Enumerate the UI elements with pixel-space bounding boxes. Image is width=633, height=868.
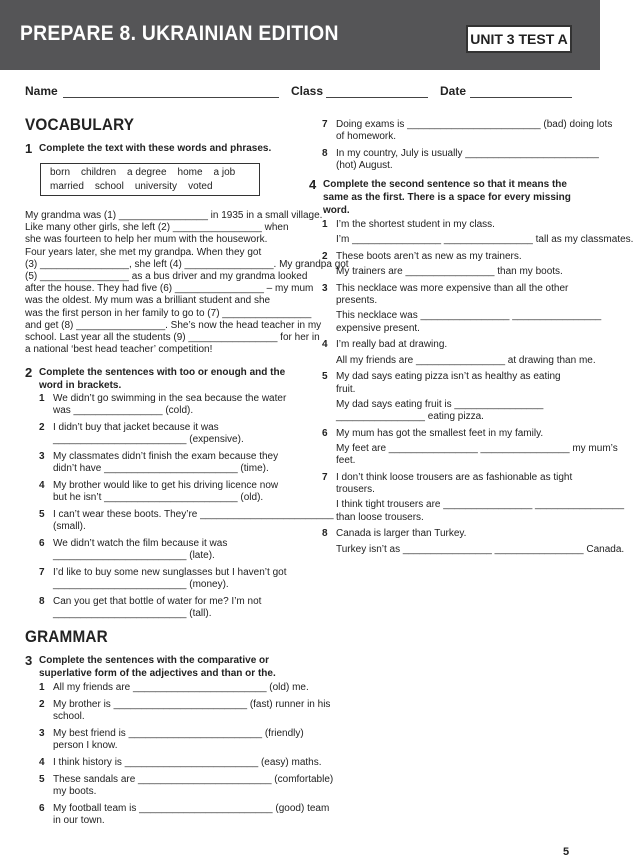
- item-number: 5: [39, 773, 45, 785]
- item-line: presents.: [336, 295, 378, 307]
- list-item: [39, 422, 294, 446]
- word-item: a degree: [127, 167, 167, 178]
- item-line: but he isn’t ________________________ (old).: [53, 492, 264, 504]
- item-number: 3: [322, 283, 328, 294]
- word-item: born: [50, 167, 71, 178]
- word-item: home: [177, 167, 203, 178]
- item-line: ________________________ (late).: [53, 550, 215, 562]
- header-banner: [0, 0, 600, 70]
- answer-line: All my friends are ________________ at drawing than me.: [336, 354, 596, 366]
- item-number: 2: [39, 698, 45, 710]
- unit-label: UNIT 3 TEST A: [466, 25, 572, 53]
- item-line: fruit.: [336, 383, 356, 395]
- exercise-2-items: [39, 393, 334, 625]
- instruction-line: Complete the sentences with the comparative or: [39, 655, 270, 666]
- item-number: 6: [39, 538, 45, 549]
- item-line: Doing exams is ________________________ (bad) doing lots: [336, 119, 613, 130]
- text-line: after the house. They had five (6) ________________ – my mum: [25, 283, 314, 295]
- exercise-4-items: [322, 219, 633, 560]
- item-number: 8: [322, 148, 328, 159]
- class-field[interactable]: [326, 97, 428, 98]
- instruction-line: Complete the second sentence so that it means the: [323, 179, 567, 190]
- item-line: didn’t have ________________________ (time).: [53, 463, 269, 475]
- instruction-line: superlative form of the adjectives and than or the.: [39, 668, 276, 679]
- date-label: Date: [440, 84, 467, 98]
- list-item: [322, 119, 613, 143]
- list-item: [39, 451, 294, 475]
- answer-line: ________________ eating pizza.: [336, 411, 484, 423]
- list-item: [322, 219, 633, 246]
- list-item: [39, 509, 334, 533]
- exercise-number: 1: [25, 141, 33, 156]
- item-line: Canada is larger than Turkey.: [336, 528, 467, 540]
- list-item: [39, 727, 304, 752]
- item-line: was ________________ (cold).: [53, 405, 194, 417]
- item-line: I’m really bad at drawing.: [336, 339, 448, 351]
- list-item: [322, 148, 599, 172]
- list-item: [39, 538, 294, 562]
- text-line: and get (8) ________________. She’s now the head teacher in my: [25, 319, 322, 331]
- text-line: a national ‘best head teacher’ competition!: [25, 344, 213, 356]
- word-item: married: [50, 181, 84, 192]
- item-line: My brother is ________________________ (fast) runner in his: [53, 698, 331, 710]
- answer-line: My dad says eating fruit is ________________: [336, 398, 544, 410]
- answer-line: I think tight trousers are ________________ ________________: [336, 499, 625, 511]
- item-line: My classmates didn’t finish the exam because they: [53, 451, 279, 462]
- item-number: 5: [322, 371, 328, 383]
- item-line: I’d like to buy some new sunglasses but I haven’t got: [53, 567, 287, 578]
- item-number: 4: [39, 480, 45, 491]
- item-line: My football team is ________________________ (good) team: [53, 802, 330, 814]
- item-line: My dad says eating pizza isn’t as healthy as eating: [336, 371, 561, 383]
- instruction-text: Complete the text with these words and phrases.: [39, 143, 272, 154]
- exercise-3-items: [39, 682, 334, 832]
- answer-line: This necklace was ________________ ________________: [336, 310, 602, 322]
- word-item: a job: [213, 167, 236, 178]
- item-line: I don’t think loose trousers are as fashionable as tight: [336, 472, 573, 484]
- word-item: university: [134, 181, 178, 192]
- item-line: trousers.: [336, 484, 375, 496]
- item-line: I think history is ________________________ (easy) maths.: [53, 756, 322, 768]
- list-item: [39, 480, 294, 504]
- text-line: was the oldest. My mum was a brilliant student and she: [25, 295, 271, 307]
- item-number: 2: [322, 251, 328, 262]
- answer-line: feet.: [336, 455, 356, 467]
- name-label: Name: [25, 84, 58, 98]
- list-item: [39, 773, 334, 798]
- item-line: These boots aren’t as new as my trainers.: [336, 251, 522, 262]
- item-number: 2: [39, 422, 45, 433]
- list-item: [39, 756, 322, 769]
- list-item: [322, 427, 618, 468]
- item-line: I didn’t buy that jacket because it was: [53, 422, 219, 433]
- item-number: 7: [322, 119, 328, 130]
- list-item: [39, 682, 309, 694]
- word-item: children: [81, 167, 117, 178]
- item-line: of homework.: [336, 131, 397, 143]
- item-line: This necklace was more expensive than all the other: [336, 283, 569, 294]
- list-item: [39, 567, 294, 591]
- exercise-number: 4: [309, 177, 317, 192]
- item-line: I’m the shortest student in my class.: [336, 219, 495, 230]
- text-line: was the first person in her family to go to (7) ________________: [25, 307, 312, 319]
- item-number: 4: [322, 339, 328, 351]
- item-number: 1: [322, 219, 328, 230]
- answer-line: Turkey isn’t as ________________ ________________ Canada.: [336, 543, 625, 555]
- item-line: We didn’t watch the film because it was: [53, 538, 228, 549]
- answer-line: than loose trousers.: [336, 511, 424, 523]
- item-line: (hot) August.: [336, 160, 393, 172]
- item-number: 8: [322, 528, 328, 540]
- instruction-line: same as the first. There is a space for every missing: [323, 192, 571, 203]
- item-number: 5: [39, 509, 45, 520]
- item-line: In my country, July is usually ________________________: [336, 148, 599, 159]
- item-number: 3: [39, 451, 45, 462]
- item-line: My best friend is ________________________ (friendly): [53, 727, 304, 739]
- word-item: school: [94, 181, 124, 192]
- list-item: [39, 802, 330, 827]
- item-line: ________________________ (expensive).: [53, 434, 244, 446]
- instruction-line: Complete the sentences with too or enough and the: [39, 367, 286, 378]
- list-item: [322, 528, 625, 555]
- exercise-number: 2: [25, 365, 33, 380]
- answer-line: My trainers are ________________ than my boots.: [336, 266, 563, 278]
- list-item: [39, 698, 331, 723]
- list-item: [322, 251, 582, 278]
- date-field[interactable]: [470, 97, 572, 98]
- name-field[interactable]: [63, 97, 279, 98]
- grammar-heading: GRAMMAR: [25, 627, 108, 646]
- item-number: 1: [39, 393, 45, 404]
- exercise-number: 3: [25, 653, 33, 668]
- text-line: school. Last year all the students (9) ________________ for her in: [25, 332, 320, 344]
- item-line: in our town.: [53, 814, 105, 826]
- item-line: Can you get that bottle of water for me? I’m not: [53, 596, 262, 607]
- list-item: [39, 393, 294, 417]
- item-line: My mum has got the smallest feet in my family.: [336, 427, 544, 439]
- item-line: All my friends are ________________________ (old) me.: [53, 682, 309, 693]
- word-box: [40, 163, 260, 196]
- instruction-line: word.: [323, 205, 350, 216]
- text-line: (5) ________________ as a bus driver and my grandma looked: [25, 271, 308, 283]
- instruction-text: [323, 178, 571, 217]
- text-line: she was fourteen to help her mum with the housework.: [25, 234, 268, 246]
- item-line: person I know.: [53, 740, 118, 751]
- list-item: [322, 371, 582, 423]
- item-line: We didn’t go swimming in the sea because the water: [53, 393, 287, 404]
- text-line: Four years later, she met my grandpa. When they got: [25, 246, 262, 258]
- item-number: 7: [39, 567, 45, 578]
- text-line: (3) ________________, she left (4) ________________. My grandpa got: [25, 258, 349, 270]
- item-number: 3: [39, 727, 45, 739]
- instruction-text: [39, 366, 285, 392]
- answer-line: expensive present.: [336, 322, 420, 334]
- item-line: my boots.: [53, 785, 97, 797]
- exercise-3-items-continued: [322, 119, 613, 177]
- instruction-text: [39, 654, 276, 680]
- list-item: [322, 283, 602, 335]
- list-item: [322, 339, 596, 366]
- item-number: 4: [39, 756, 45, 768]
- list-item: [322, 472, 625, 524]
- item-line: (small).: [53, 521, 86, 533]
- text-line: Like many other girls, she left (2) ________________ when: [25, 222, 289, 234]
- class-label: Class: [291, 84, 324, 98]
- word-item: voted: [188, 181, 213, 192]
- item-number: 6: [39, 802, 45, 814]
- item-number: 6: [322, 427, 328, 439]
- page-number: 5: [563, 846, 570, 858]
- item-line: These sandals are ________________________ (comfortable): [53, 773, 334, 785]
- item-line: I can’t wear these boots. They’re ________________________: [53, 509, 334, 520]
- item-line: ________________________ (money).: [53, 579, 229, 591]
- item-number: 7: [322, 472, 328, 484]
- item-number: 8: [39, 596, 45, 607]
- book-title: PREPARE 8. UKRAINIAN EDITION: [20, 22, 339, 45]
- vocabulary-heading: VOCABULARY: [25, 115, 135, 134]
- item-line: ________________________ (tall).: [53, 608, 212, 620]
- item-line: My brother would like to get his driving licence now: [53, 480, 279, 491]
- item-number: 1: [39, 682, 45, 693]
- answer-line: I’m ________________ ________________ tall as my classmates.: [336, 234, 633, 246]
- answer-line: My feet are ________________ ________________ my mum’s: [336, 443, 618, 455]
- text-line: My grandma was (1) ________________ in 1935 in a small village.: [25, 210, 323, 221]
- instruction-line: word in brackets.: [39, 380, 122, 391]
- list-item: [39, 596, 294, 620]
- item-line: school.: [53, 711, 85, 722]
